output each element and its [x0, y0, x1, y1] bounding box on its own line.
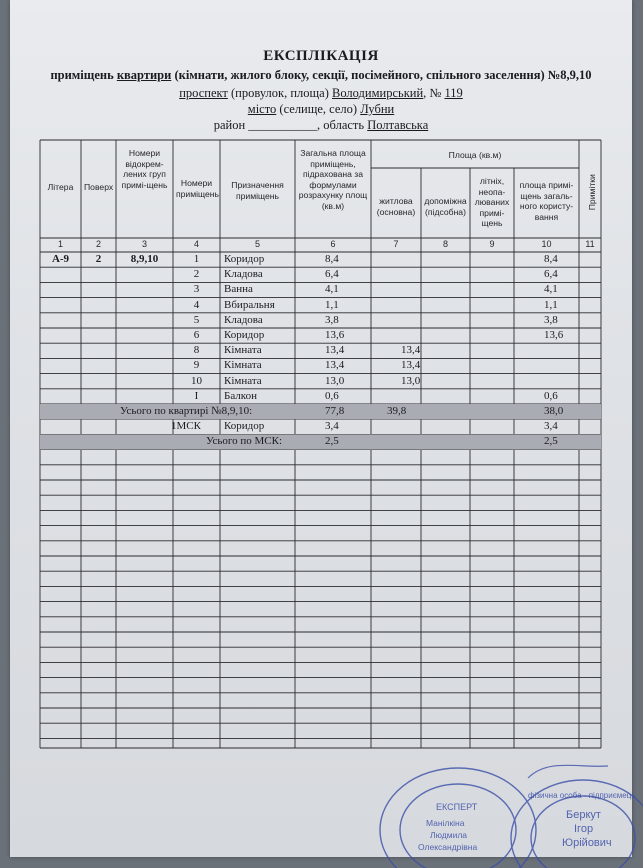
cell-purpose: Ванна [224, 283, 253, 296]
cell-living: 13,4 [401, 359, 421, 372]
stamp-name2: Людмила [430, 830, 468, 840]
column-number: 7 [393, 239, 399, 249]
street-hint: (провулок, площа) [231, 86, 329, 100]
stamp-arc: фізична особа - підприємець [528, 791, 636, 800]
total-msk-label: Усього по МСК: [206, 435, 283, 448]
column-number: 10 [541, 239, 552, 249]
oblast-label: , область [317, 118, 365, 132]
cell-total: 6,4 [325, 268, 339, 281]
column-number: 9 [489, 239, 495, 249]
doc-title: ЕКСПЛІКАЦІЯ [263, 48, 379, 64]
cell-total: 13,6 [325, 329, 345, 341]
cell-no: 3 [193, 283, 200, 296]
stamp-name1: Манілкіна [426, 818, 465, 828]
cell-litera: А-9 [51, 253, 70, 265]
cell-no: 5 [193, 313, 200, 326]
stamp-name3: Олександрівна [418, 842, 478, 852]
stamp-right2: Ігор [574, 823, 594, 835]
cell-no: 1 [193, 253, 200, 265]
cell-total: 1,1 [325, 298, 339, 311]
header-common: площа примі-щень загаль-ного користу-вання [519, 180, 574, 222]
msk-group: 1МСК [171, 420, 201, 433]
total-msk-total: 2,5 [325, 435, 339, 448]
cell-purpose: Кімната [224, 344, 262, 357]
stamp-right1: Беркут [566, 809, 601, 821]
header-living: житлова (основна) [376, 196, 416, 217]
building-no: 119 [444, 86, 463, 100]
cell-common: 4,1 [544, 283, 558, 296]
stamp-right3: Юрійович [562, 837, 612, 849]
total-apartment-common: 38,0 [544, 405, 564, 417]
cell-purpose: Кладова [224, 268, 263, 281]
column-number: 8 [442, 239, 448, 249]
msk-purpose: Коридор [224, 420, 265, 433]
subtitle-prefix: приміщень [50, 68, 114, 82]
header-room-no: Номери приміщень [176, 178, 220, 199]
table-grid [10, 0, 632, 857]
cell-purpose: Кімната [224, 359, 262, 372]
column-number: 11 [585, 239, 595, 249]
building-label: , № [423, 86, 442, 100]
column-number: 6 [330, 239, 336, 249]
cell-no: 10 [191, 374, 202, 387]
header-notes: Примітки [586, 174, 597, 211]
column-number: 3 [141, 239, 147, 249]
cell-total: 3,8 [325, 313, 339, 326]
city-hint: (селище, село) [279, 102, 358, 116]
cell-common: 8,4 [544, 253, 558, 265]
subtitle-word: квартири [116, 68, 172, 82]
seal-stamp [378, 738, 643, 868]
header-litera: Літера [47, 182, 74, 192]
cell-no: 9 [193, 359, 200, 372]
cell-no: 6 [193, 329, 200, 341]
column-number: 5 [254, 239, 260, 249]
cell-living: 13,4 [401, 344, 421, 357]
district-label: район [213, 118, 246, 132]
cell-floor: 2 [95, 253, 102, 265]
total-apartment-living: 39,8 [387, 405, 407, 417]
msk-total: 3,4 [325, 420, 339, 433]
total-apartment-total: 77,8 [325, 405, 345, 417]
street-name: Володимирський [332, 86, 424, 100]
header-purpose: Призначення приміщень [231, 180, 284, 201]
document-sheet [10, 0, 636, 857]
msk-common: 3,4 [544, 420, 558, 433]
header-summer: літніх, неопа-люваних примі-щень [474, 176, 510, 228]
cell-common: 3,8 [544, 313, 558, 326]
cell-total: 0,6 [325, 389, 339, 402]
cell-total: 13,4 [325, 344, 345, 357]
header-area-group: Площа (кв.м) [448, 150, 502, 160]
cell-no: 8 [193, 344, 200, 357]
cell-group: 8,9,10 [130, 253, 159, 265]
header-auxiliary: допоміжна (підсобна) [424, 196, 467, 217]
cell-total: 13,4 [325, 359, 345, 372]
column-number: 4 [193, 239, 199, 249]
cell-no: 2 [193, 268, 200, 281]
cell-living: 13,0 [401, 374, 421, 387]
header-groups: Номери відокрем-лених груп примі-щень [121, 148, 168, 190]
cell-no: 4 [193, 298, 200, 311]
total-apartment-label: Усього по квартирі №8,9,10: [120, 405, 253, 417]
cell-purpose: Кімната [224, 374, 262, 387]
cell-purpose: Коридор [224, 329, 265, 341]
cell-no: I [194, 389, 199, 402]
city-type: місто [247, 102, 277, 116]
subtitle-rest: (кімнати, жилого блоку, секції, посімейного, спільного заселення) №8,9,10 [174, 68, 592, 82]
cell-purpose: Коридор [224, 253, 265, 265]
header-floor: Поверх [84, 182, 114, 192]
street-type: проспект [179, 86, 228, 100]
total-msk-common: 2,5 [544, 435, 558, 448]
cell-purpose: Балкон [224, 389, 257, 402]
cell-common: 6,4 [544, 268, 558, 281]
cell-total: 4,1 [325, 283, 339, 296]
city-name: Лубни [360, 102, 395, 116]
district-blank: ___________ [248, 118, 318, 132]
cell-purpose: Вбиральня [224, 298, 275, 311]
column-number: 2 [95, 239, 101, 249]
cell-total: 8,4 [325, 253, 339, 265]
cell-common: 1,1 [544, 298, 558, 311]
column-number: 1 [57, 239, 63, 249]
cell-common: 0,6 [544, 389, 558, 402]
header-total-area: Загальна площа приміщень, підрахована за формулами розрахунку площ (кв.м) [298, 148, 368, 211]
cell-common: 13,6 [544, 329, 564, 341]
stamp-expert: ЕКСПЕРТ [436, 802, 478, 812]
cell-purpose: Кладова [224, 313, 263, 326]
oblast-name: Полтавська [367, 118, 429, 132]
cell-total: 13,0 [325, 374, 345, 387]
